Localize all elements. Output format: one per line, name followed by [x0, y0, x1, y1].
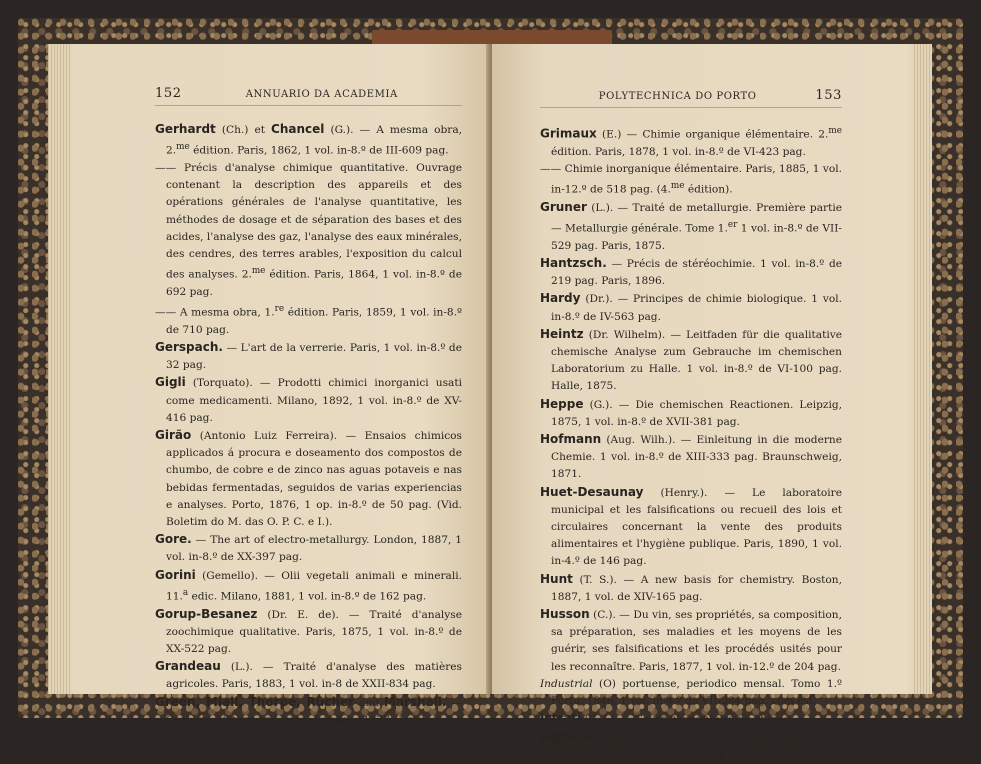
- bibliography-entry: Girão (Antonio Luiz Ferreira). — Ensaios chimicos applicados á procura e doseamento dos compostos de chumbo, de cobre e de zinco nas aguas potaveis e nas bebidas fermentadas, seguidos de varias experiencias e analyses. Porto, 1876, 1 op. in-8.º de 50 pag. (Vid. Boletim do M. das O. P. C. e I.).: [155, 428, 462, 529]
- bibliography-entry: Grandeau (L.). — Traité d'analyse des matières agricoles. Paris, 1883, 1 vol. in-8 de XXII-834 pag.: [155, 659, 462, 691]
- running-head: ANNUARIO DA ACADEMIA: [245, 89, 398, 100]
- bibliography-entry: Heintz (Dr. Wilhelm). — Leitfaden für die qualitative chemische Analyse zum Gebrauche im chemischen Laboratorium zu Halle. 1 vol. in-8.º de VI-100 pag. Halle, 1875.: [540, 326, 842, 393]
- bibliography-entry: Industrial (O) portuense, periodico mensal. Tomo 1.º Porto, 1846, 1 vol. in-4.º de VII-384 pag. com est.: [540, 677, 842, 708]
- right-page: [492, 44, 932, 761]
- entry-list: [540, 123, 842, 764]
- bibliography-entry: Husson (C.). — Du vin, ses propriétés, sa composition, sa préparation, ses maladies et les moyens de les guérir, ses falsifications et les procédés usités pour les reconnaître. Paris, 1877, 1 vol. in-12.º de 204 pag.: [540, 607, 842, 673]
- bibliography-entry: Green, Miall, Thorpe, Rücher and Marshall. — Coal, its history and uses. London. 1877, 1 vol. in-8.º de XII-363 pag.: [155, 694, 463, 744]
- entry-list: [155, 121, 462, 746]
- bibliography-entry: Huet-Desaunay (Henry.). — Le laboratoire municipal et les falsifications ou recueil des lois et circulaires concernant la vente des produits alimentaires et l'hygiène publique. Paris, 1890, 1 vol. in-4.º de 146 pag.: [540, 484, 842, 568]
- bibliography-entry: Hantzsch. — Précis de stéréochimie. 1 vol. in-8.º de 219 pag. Paris, 1896.: [540, 256, 842, 288]
- bibliography-entry: Heppe (G.). — Die chemischen Reactionen. Leipzig, 1875, 1 vol. in-8.º de XVII-381 pag.: [540, 396, 842, 428]
- bibliography-entry: Hunt (T. S.). — A new basis for chemistry. Boston, 1887, 1 vol. de XIV-165 pag.: [540, 571, 842, 603]
- bibliography-entry: Gorup-Besanez (Dr. E. de). — Traité d'analyse zoochimique qualitative. Paris, 1875, 1 vol. in-8.º de XX-522 pag.: [155, 606, 462, 656]
- page-number: 153: [815, 88, 842, 103]
- bibliography-entry: Gigli (Torquato). — Prodotti chimici inorganici usati come medicamenti. Milano, 1892, 1 vol. in-8.º de XV-416 pag.: [155, 375, 462, 424]
- bibliography-entry: Istrati (C. J.). — Cours élémentaire de chimie.: [540, 711, 794, 726]
- page-number: 152: [155, 86, 182, 101]
- bibliography-entry: Hardy (Dr.). — Principes de chimie biologique. 1 vol. in-8.º de IV-563 pag.: [540, 291, 842, 323]
- bibliography-entry: —— Précis d'analyse chimique quantitative. Ouvrage contenant la description des appareils et des opérations générales de l'analyse quantitative, les méthodes de dosage et de séparation des bases et des acides, l'analyse des gaz, l'analyse des eaux minérales, des cendres, des terres arables, l'exposition du calcul des analyses. 2.$^{me}$ édition. Paris, 1864, 1 vol. in-8.º de 692 pag.: [155, 161, 462, 298]
- bibliography-entry: Hofmann (Aug. Wilh.). — Einleitung in die moderne Chemie. 1 vol. in-8.º de XIII-333 pag. Braunschweig, 1871.: [540, 432, 842, 481]
- bibliography-entry: Grimaux (E.) — Chimie organique élémentaire. 2.$^{me}$ édition. Paris, 1878, 1 vol. in-8.º de VI-423 pag.: [540, 126, 842, 158]
- bibliography-entry: Gerspach. — L'art de la verrerie. Paris, 1 vol. in-8.º de 32 pag.: [155, 340, 462, 372]
- bibliography-entry: Gore. — The art of electro-metallurgy. London, 1887, 1 vol. in-8.º de XX-397 pag.: [155, 532, 462, 564]
- bibliography-entry: —— A mesma obra, 1.$^{re}$ édition. Paris, 1859, 1 vol. in-8.º de 710 pag.: [155, 304, 462, 336]
- bibliography-entry: —— Chimie inorganique élémentaire. Paris, 1885, 1 vol. in-12.º de 518 pag. (4.$^{me}$ édition).: [540, 162, 842, 196]
- left-page-header: [155, 86, 462, 106]
- bibliography-entry: Gorini (Gemello). — Olii vegetali animali e minerali. 11.$^a$ edic. Milano, 1881, 1 vol. in-8.º de 162 pag.: [155, 567, 462, 603]
- right-page-header: [540, 88, 842, 108]
- bibliography-entry: Gruner (L.). — Traité de metallurgie. Première partie — Metallurgie générale. Tome 1.$^{er}$ 1 vol. in-8.º de VII-529 pag. Paris, 1875.: [540, 199, 842, 252]
- bibliography-entry: Gerhardt (Ch.) et Chancel (G.). — A mesma obra, 2.$^{me}$ édition. Paris, 1862, 1 vol. in-8.º de III-609 pag.: [155, 122, 463, 157]
- left-page: [48, 44, 488, 744]
- bibliography-entry: Jagnaux (Raoul). — Traité de minéralogie. Paris, 1885, 1 vol. in-8.º de IV-883 pag.: [540, 729, 842, 761]
- running-head: POLYTECHNICA DO PORTO: [598, 91, 757, 102]
